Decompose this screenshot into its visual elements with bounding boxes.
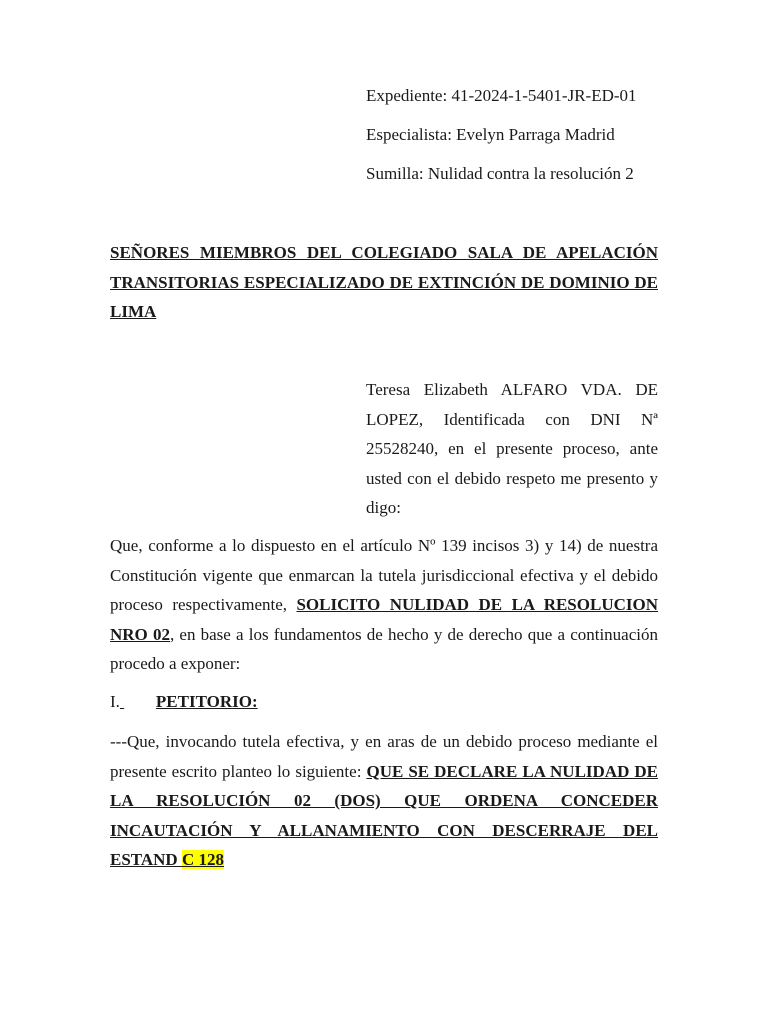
expediente-line: Expediente: 41-2024-1-5401-JR-ED-01 <box>366 86 637 105</box>
sumilla-line: Sumilla: Nulidad contra la resolución 2 <box>366 164 634 183</box>
section-title: PETITORIO: <box>155 692 258 711</box>
petitorio-text: ---Que, invocando tutela efectiva, y en aras de un debido proceso mediante el presente escrito planteo lo siguiente: <box>110 732 658 781</box>
petitorio-emphasis: QUE SE DECLARE LA NULIDAD DE LA RESOLUCIÓN 02 (DOS) QUE ORDENA CONCEDER INCAUTACIÓN Y ALLANAMIENTO CON DESCERRAJE DEL ESTAND <box>110 761 659 870</box>
stand-highlight: C 128 <box>181 850 224 870</box>
intro-request-emphasis: SOLICITO NULIDAD DE LA RESOLUCION NRO 02 <box>110 595 658 644</box>
section-number: I. <box>110 692 120 711</box>
petitorio-paragraph <box>110 727 658 875</box>
section-tab-underline <box>120 692 156 712</box>
intro-paragraph <box>110 531 658 679</box>
section-heading-petitorio <box>110 692 658 712</box>
intro-text-end: , en base a los fundamentos de hecho y de derecho que a continuación procedo a exponer: <box>110 624 658 674</box>
presentation-paragraph: Teresa Elizabeth ALFARO VDA. DE LOPEZ, Identificada con DNI Nª 25528240, en el presente proceso, ante usted con el debido respeto me presento y digo: <box>366 380 658 518</box>
intro-text-start: Que, conforme a lo dispuesto en el artículo Nº 139 incisos 3) y 14) de nuestra Constitución vigente que enmarcan la tutela jurisdiccional efectiva y el debido proceso respectivamente, <box>110 536 658 615</box>
especialista-line: Especialista: Evelyn Parraga Madrid <box>366 125 615 144</box>
addressee-heading: SEÑORES MIEMBROS DEL COLEGIADO SALA DE APELACIÓN TRANSITORIAS ESPECIALIZADO DE EXTINCIÓN DE DOMINIO DE LIMA <box>110 243 658 322</box>
